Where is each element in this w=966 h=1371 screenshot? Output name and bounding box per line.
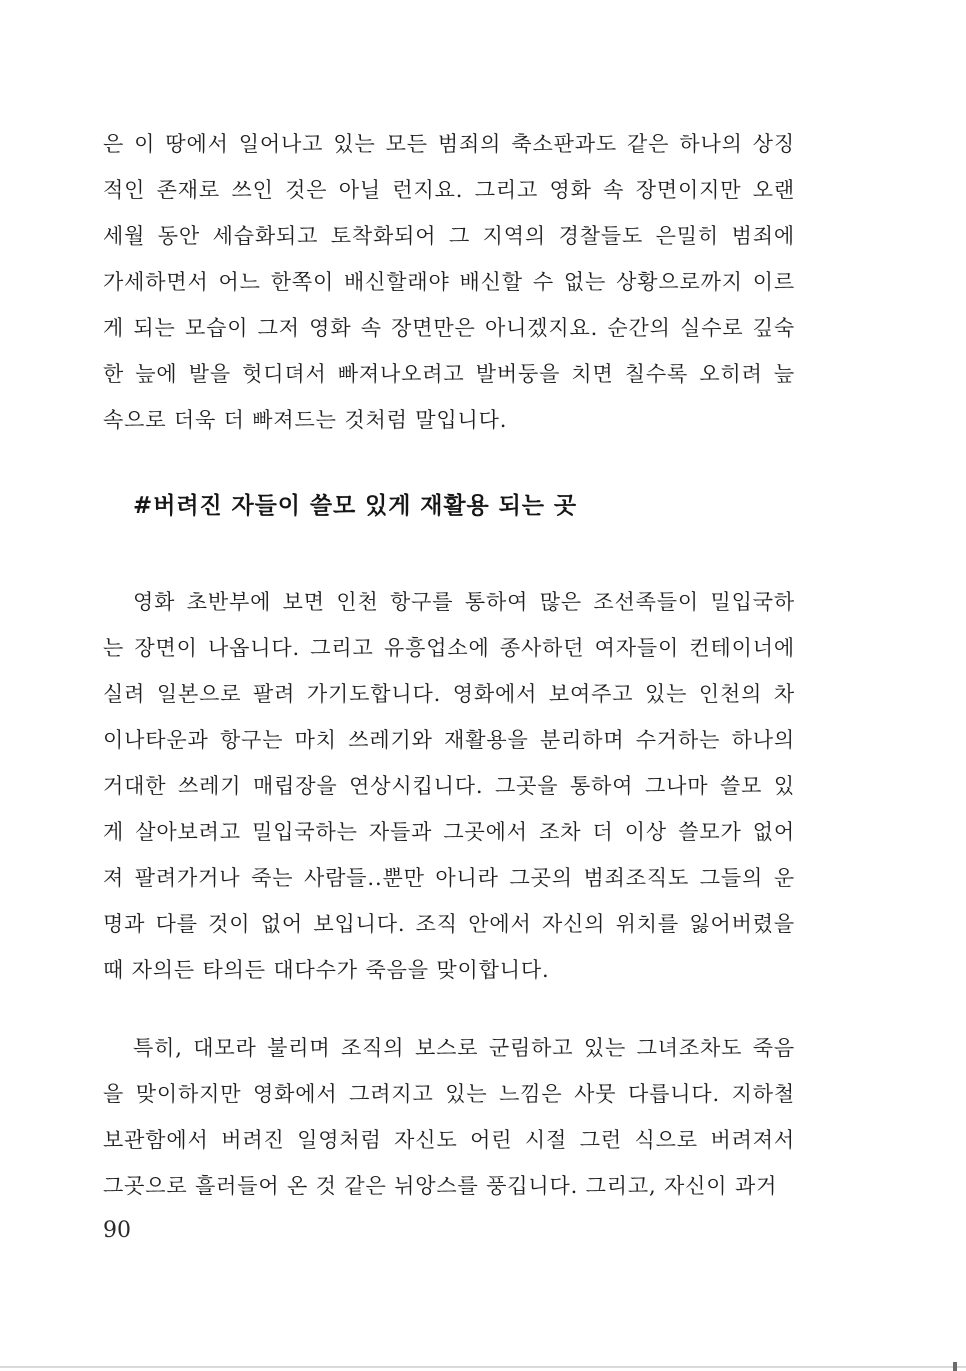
page-number: 90 xyxy=(103,1218,131,1243)
text-line: 적인 존재로 쓰인 것은 아닐 런지요. 그리고 영화 속 장면이지만 오랜 xyxy=(103,178,795,202)
paragraph-final xyxy=(103,1025,795,1209)
text-line: 명과 다를 것이 없어 보입니다. 조직 안에서 자신의 위치를 잃어버렸을 xyxy=(103,912,795,936)
text-column xyxy=(103,121,795,1209)
text-line: 게 되는 모습이 그저 영화 속 장면만은 아니겠지요. 순간의 실수로 깊숙 xyxy=(103,316,795,340)
text-line: 속으로 더욱 더 빠져드는 것처럼 말입니다. xyxy=(103,408,508,432)
text-line: 한 늪에 발을 헛디뎌서 빠져나오려고 발버둥을 치면 칠수록 오히려 늪 xyxy=(103,362,795,386)
text-line: 그곳으로 흘러들어 온 것 같은 뉘앙스를 풍깁니다. 그리고, 자신이 과거 xyxy=(103,1174,778,1198)
text-line: 세월 동안 세습화되고 토착화되어 그 지역의 경찰들도 은밀히 범죄에 xyxy=(103,224,795,248)
text-line: 는 장면이 나옵니다. 그리고 유흥업소에 종사하던 여자들이 컨테이너에 xyxy=(103,636,795,660)
text-line: 을 맞이하지만 영화에서 그려지고 있는 느낌은 사뭇 다릅니다. 지하철 xyxy=(103,1082,795,1106)
scan-edge-artifact-tick xyxy=(953,1362,957,1371)
text-line: 때 자의든 타의든 대다수가 죽음을 맞이합니다. xyxy=(103,958,550,982)
text-line: 은 이 땅에서 일어나고 있는 모든 범죄의 축소판과도 같은 하나의 상징 xyxy=(103,132,795,156)
text-line: 특히, 대모라 불리며 조직의 보스로 군림하고 있는 그녀조차도 죽음 xyxy=(133,1036,795,1060)
text-line: 거대한 쓰레기 매립장을 연상시킵니다. 그곳을 통하여 그나마 쓸모 있 xyxy=(103,774,795,798)
section-heading: #버려진 자들이 쓸모 있게 재활용 되는 곳 xyxy=(133,492,577,519)
paragraph-continuation xyxy=(103,121,795,443)
text-line: 실려 일본으로 팔려 가기도합니다. 영화에서 보여주고 있는 인천의 차 xyxy=(103,682,795,706)
text-line: 이나타운과 항구는 마치 쓰레기와 재활용을 분리하며 수거하는 하나의 xyxy=(103,728,795,752)
text-line: 져 팔려가거나 죽는 사람들..뿐만 아니라 그곳의 범죄조직도 그들의 운 xyxy=(103,866,795,890)
text-line: 가세하면서 어느 한쪽이 배신할래야 배신할 수 없는 상황으로까지 이르 xyxy=(103,270,795,294)
text-line: 게 살아보려고 밀입국하는 자들과 그곳에서 조차 더 이상 쓸모가 없어 xyxy=(103,820,795,844)
scan-edge-artifact-line xyxy=(0,1366,966,1368)
text-line: 영화 초반부에 보면 인천 항구를 통하여 많은 조선족들이 밀입국하 xyxy=(133,590,795,614)
paragraph-body xyxy=(103,579,795,993)
text-line: 보관함에서 버려진 일영처럼 자신도 어린 시절 그런 식으로 버려져서 xyxy=(103,1128,795,1152)
